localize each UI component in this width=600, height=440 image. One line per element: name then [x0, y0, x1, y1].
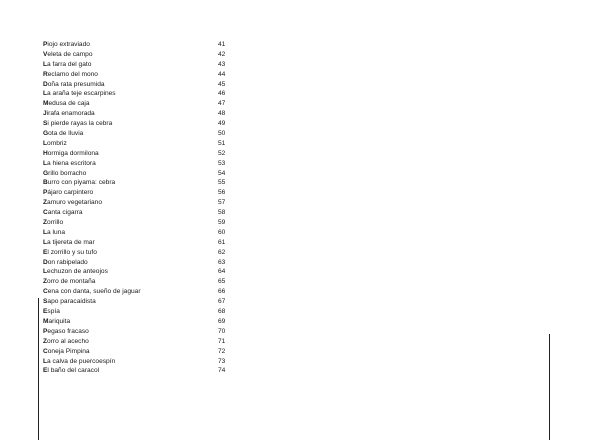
toc-entry-title-text: ota de lluvia — [48, 130, 84, 138]
toc-entry-page-number: 68 — [218, 308, 226, 316]
toc-entry-initial: L — [43, 159, 48, 167]
toc-entry — [43, 70, 243, 80]
toc-entry-title-text: spía — [47, 308, 60, 316]
toc-entry-title — [43, 258, 88, 268]
toc-entry-title — [43, 317, 70, 327]
toc-entry — [43, 60, 243, 70]
toc-entry-title-text: oneja Pimpina — [47, 347, 90, 355]
toc-entry-initial: P — [43, 41, 48, 48]
toc-entry-initial: P — [43, 327, 48, 335]
toc-entry — [43, 248, 243, 258]
toc-entry-title — [43, 109, 95, 119]
toc-entry — [43, 277, 243, 287]
toc-entry-title — [43, 307, 60, 317]
toc-entry-title-text: l baño del caracol — [47, 367, 100, 375]
toc-entry-title-text: eclamo del mono — [47, 70, 98, 78]
toc-entry-page-number: 44 — [218, 70, 226, 78]
toc-entry — [43, 208, 243, 218]
toc-entry-initial: M — [43, 100, 49, 108]
toc-entry-title-text: orro al acecho — [47, 337, 89, 345]
toc-entry-title-text: anta cigarra — [47, 209, 83, 217]
toc-entry-page-number: 71 — [218, 337, 226, 345]
toc-entry — [43, 267, 243, 277]
toc-entry-initial: R — [43, 70, 48, 78]
toc-entry — [43, 109, 243, 119]
toc-entry-page-number: 42 — [218, 50, 226, 58]
toc-entry — [43, 89, 243, 99]
toc-entry-page-number: 52 — [218, 149, 226, 157]
toc-entry-title-text: irafa enamorada — [46, 110, 95, 118]
toc-entry-title — [43, 149, 99, 159]
toc-entry-title-text: a hiena escritora — [47, 159, 96, 167]
toc-entry-title — [43, 80, 105, 90]
toc-entry-page-number: 69 — [218, 317, 226, 325]
toc-entry-title-text: a calva de puercoespín — [47, 357, 116, 365]
toc-entry — [43, 188, 243, 198]
toc-entry-title — [43, 188, 93, 198]
toc-entry-title-text: a tijereta de mar — [47, 238, 95, 246]
toc-entry-title-text: amuro vegetariano — [47, 199, 103, 207]
toc-entry-title-text: a farra del gato — [47, 60, 92, 68]
toc-entry-initial: L — [43, 238, 48, 246]
toc-entry — [43, 50, 243, 60]
toc-entry-title — [43, 169, 86, 179]
toc-entry — [43, 307, 243, 317]
toc-entry-initial: E — [43, 367, 48, 375]
toc-entry — [43, 337, 243, 347]
toc-entry — [43, 129, 243, 139]
toc-entry-initial: L — [43, 268, 48, 276]
toc-entry-title — [43, 178, 115, 188]
toc-entry-initial: L — [43, 228, 48, 236]
toc-entry-initial: S — [43, 298, 48, 306]
toc-entry-title-text: i pierde rayas la cebra — [47, 120, 113, 128]
toc-entry-page-number: 55 — [218, 179, 226, 187]
toc-entry-page-number: 56 — [218, 189, 226, 197]
toc-entry-title-text: oña rata presumida — [47, 80, 105, 88]
toc-entry — [43, 218, 243, 228]
toc-entry-page-number: 65 — [218, 278, 226, 286]
toc-entry — [43, 357, 243, 367]
toc-entry-initial: Z — [43, 219, 48, 227]
toc-entry-title-text: a araña teje escarpines — [47, 90, 116, 98]
toc-entry-initial: P — [43, 189, 48, 197]
toc-entry-initial: L — [43, 139, 48, 147]
toc-entry-initial: G — [43, 169, 49, 177]
toc-entry-page-number: 63 — [218, 258, 226, 266]
toc-entry — [43, 178, 243, 188]
toc-entry — [43, 228, 243, 238]
toc-entry-title-text: ormiga dormilona — [47, 149, 99, 157]
toc-entry-title-text: orrillo — [47, 219, 64, 227]
toc-entry-page-number: 41 — [218, 41, 226, 48]
toc-entry-page-number: 60 — [218, 228, 226, 236]
toc-entry-title — [43, 129, 83, 139]
toc-entry-title-text: on rabipelado — [47, 258, 88, 266]
toc-entry-title — [43, 60, 91, 70]
toc-entry-title — [43, 337, 89, 347]
left-margin-rule — [38, 298, 39, 440]
toc-entry — [43, 238, 243, 248]
toc-entry-page-number: 62 — [218, 248, 226, 256]
toc-entry — [43, 119, 243, 129]
toc-entry-initial: G — [43, 130, 49, 138]
toc-entry-page-number: 45 — [218, 80, 226, 88]
toc-entry-initial: L — [43, 90, 48, 98]
toc-entry-initial: L — [43, 357, 48, 365]
toc-entry-initial: J — [43, 110, 47, 118]
toc-entry-title — [43, 119, 112, 129]
toc-entry-title — [43, 70, 98, 80]
toc-entry — [43, 317, 243, 327]
toc-entry — [43, 99, 243, 109]
toc-entry — [43, 139, 243, 149]
toc-entry-page-number: 46 — [218, 90, 226, 98]
toc-entry-title — [43, 50, 93, 60]
toc-entry-page-number: 54 — [218, 169, 226, 177]
toc-entry-title — [43, 208, 83, 218]
toc-entry-title — [43, 40, 90, 50]
toc-entry-initial: D — [43, 80, 48, 88]
toc-entry-title-text: apo paracaidista — [47, 298, 96, 306]
toc-entry-initial: Z — [43, 278, 48, 286]
toc-entry — [43, 198, 243, 208]
toc-entry-initial: H — [43, 149, 48, 157]
toc-entry-title-text: ariquita — [48, 317, 71, 325]
toc-entry-initial: E — [43, 308, 48, 316]
toc-entry-page-number: 72 — [218, 347, 226, 355]
toc-entry-title-text: ájaro carpintero — [47, 189, 94, 197]
toc-entry-page-number: 64 — [218, 268, 226, 276]
toc-entry — [43, 40, 243, 50]
toc-entry-initial: V — [43, 50, 48, 58]
toc-entry-initial: D — [43, 258, 48, 266]
toc-entry — [43, 347, 243, 357]
toc-entry-title-text: rillo borracho — [48, 169, 87, 177]
toc-entry-page-number: 61 — [218, 238, 226, 246]
toc-entry-page-number: 70 — [218, 327, 226, 335]
toc-entry — [43, 287, 243, 297]
table-of-contents — [43, 40, 243, 376]
toc-entry-title — [43, 159, 96, 169]
toc-entry-title-text: urro con piyama: cebra — [47, 179, 116, 187]
toc-entry-title — [43, 287, 141, 297]
toc-entry — [43, 297, 243, 307]
toc-entry-initial: C — [43, 209, 48, 217]
toc-entry-initial: M — [43, 317, 49, 325]
toc-entry-initial: L — [43, 60, 48, 68]
toc-entry-title-text: ombriz — [47, 139, 67, 147]
toc-entry-page-number: 67 — [218, 298, 226, 306]
toc-entry-title-text: echuzon de anteojos — [47, 268, 108, 276]
toc-entry-title — [43, 238, 95, 248]
toc-entry-initial: Z — [43, 337, 48, 345]
toc-entry — [43, 80, 243, 90]
toc-entry-page-number: 49 — [218, 120, 226, 128]
toc-entry — [43, 159, 243, 169]
toc-entry-title-text: ena con danta, sueño de jaguar — [47, 288, 141, 296]
toc-entry — [43, 327, 243, 337]
toc-entry-title — [43, 366, 99, 376]
toc-entry-initial: S — [43, 120, 48, 128]
toc-entry-title-text: iojo extraviado — [47, 41, 90, 48]
toc-entry-title — [43, 139, 67, 149]
toc-entry-page-number: 53 — [218, 159, 226, 167]
toc-entry-title — [43, 357, 115, 367]
toc-entry-page-number: 43 — [218, 60, 226, 68]
toc-entry-title — [43, 218, 63, 228]
toc-entry-page-number: 74 — [218, 367, 226, 375]
toc-entry-page-number: 51 — [218, 139, 226, 147]
toc-entry — [43, 366, 243, 376]
right-margin-rule — [549, 334, 550, 440]
toc-entry-title — [43, 198, 102, 208]
toc-entry-page-number: 48 — [218, 110, 226, 118]
toc-entry-title-text: eleta de campo — [47, 50, 93, 58]
toc-entry-title-text: orro de montaña — [47, 278, 96, 286]
toc-entry-title — [43, 347, 90, 357]
toc-entry-title-text: a luna — [47, 228, 65, 236]
toc-entry-page-number: 57 — [218, 199, 226, 207]
toc-entry — [43, 258, 243, 268]
toc-entry-initial: Z — [43, 199, 48, 207]
toc-entry — [43, 169, 243, 179]
toc-entry-title — [43, 327, 89, 337]
toc-entry-title — [43, 267, 108, 277]
toc-entry-initial: E — [43, 248, 48, 256]
toc-entry-page-number: 66 — [218, 288, 226, 296]
toc-entry-page-number: 50 — [218, 130, 226, 138]
toc-entry-initial: B — [43, 179, 48, 187]
toc-entry-page-number: 59 — [218, 219, 226, 227]
toc-entry-title — [43, 99, 90, 109]
toc-entry-title-text: egaso fracaso — [47, 327, 89, 335]
toc-entry-page-number: 47 — [218, 100, 226, 108]
toc-entry-initial: C — [43, 288, 48, 296]
toc-entry-page-number: 58 — [218, 209, 226, 217]
toc-entry-title-text: edusa de caja — [48, 100, 90, 108]
toc-entry-page-number: 73 — [218, 357, 226, 365]
toc-entry-title — [43, 248, 97, 258]
toc-entry-title-text: l zorrillo y su tufo — [47, 248, 97, 256]
toc-entry — [43, 149, 243, 159]
toc-entry-initial: C — [43, 347, 48, 355]
toc-entry-title — [43, 277, 95, 287]
toc-entry-title — [43, 297, 96, 307]
toc-entry-title — [43, 228, 65, 238]
toc-entry-title — [43, 89, 116, 99]
